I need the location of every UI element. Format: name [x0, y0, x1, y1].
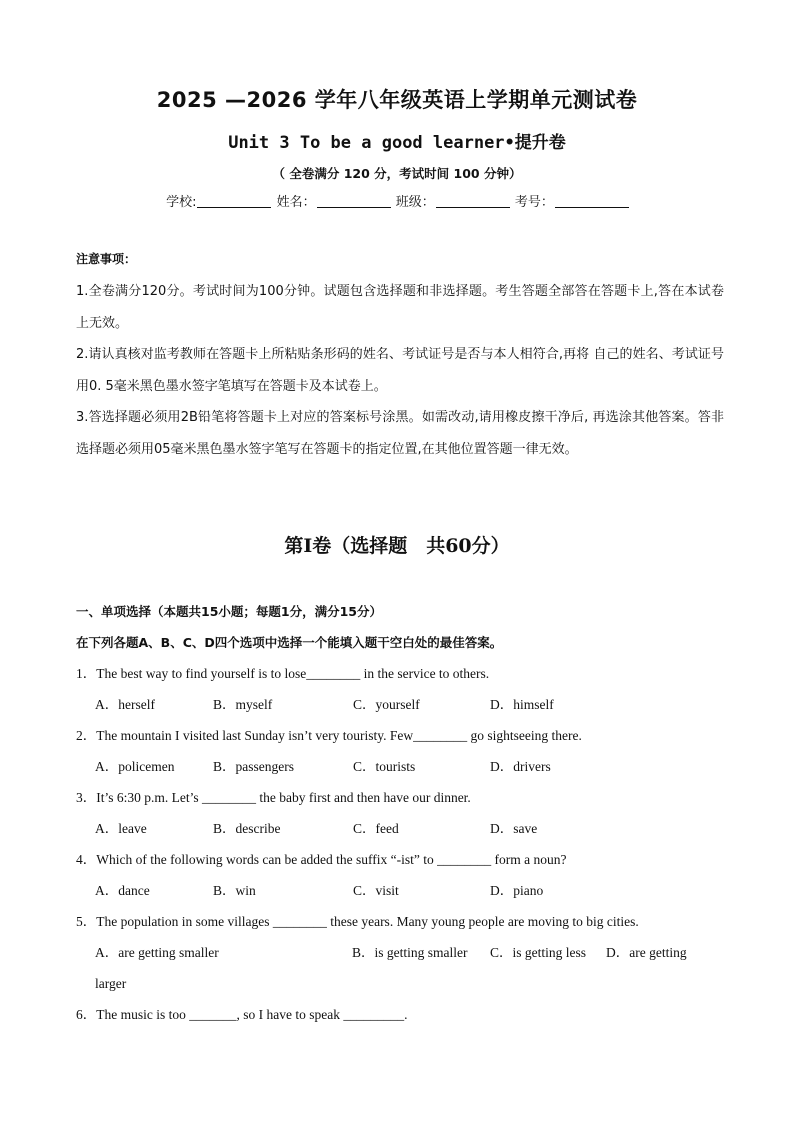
note-item: 2.请认真核对监考教师在答题卡上所粘贴条形码的姓名、考试证号是否与本人相符合,再将 自己的姓名、考试证号用0. 5毫米黑色墨水签字笔填写在答题卡及本试卷上。 [76, 347, 724, 394]
option-d[interactable]: D．drivers [490, 759, 551, 774]
option-d-continuation[interactable]: larger [95, 976, 127, 991]
option-b[interactable]: B．passengers [213, 759, 294, 774]
number-label: 考号： [514, 195, 554, 210]
exam-meta: （ 全卷满分 120 分，考试时间 100 分钟） [272, 166, 522, 181]
notes-heading: 注意事项： [76, 252, 137, 266]
section-instruction: 在下列各题A、B、C、D四个选项中选择一个能填入题干空白处的最佳答案。 [76, 635, 503, 650]
question-stem: 4．Which of the following words can be added the suffix “-ist” to ________ form a noun? [76, 852, 567, 867]
number-blank[interactable] [555, 195, 629, 208]
question-stem: 3．It’s 6:30 p.m. Let’s ________ the baby first and then have our dinner. [76, 790, 471, 805]
section-heading: 一、单项选择（本题共15小题；每题1分，满分15分） [76, 604, 382, 619]
question-stem: 6．The music is too _______, so I have to speak _________. [76, 1007, 408, 1022]
question-stem: 5．The population in some villages ________ these years. Many young people are moving to big cities. [76, 914, 639, 929]
class-blank[interactable] [436, 195, 510, 208]
question-list [76, 662, 724, 1034]
option-c[interactable]: C．tourists [353, 759, 416, 774]
option-row [76, 693, 724, 724]
option-d[interactable]: D．piano [490, 883, 544, 898]
option-a[interactable]: A．leave [95, 821, 147, 836]
part-title: 第Ⅰ卷（选择题 共60分） [284, 535, 510, 557]
option-d[interactable]: D．himself [490, 697, 554, 712]
option-c[interactable]: C．is getting less [490, 945, 587, 960]
class-label: 班级： [395, 195, 435, 210]
option-a[interactable]: A．are getting smaller [95, 945, 219, 960]
option-row [76, 879, 724, 910]
option-b[interactable]: B．is getting smaller [352, 945, 468, 960]
exam-title: 2025 —2026 学年八年级英语上学期单元测试卷 [156, 88, 638, 112]
option-b[interactable]: B．win [213, 883, 256, 898]
exam-subtitle: Unit 3 To be a good learner•提升卷 [228, 133, 566, 153]
student-info-row [0, 191, 794, 210]
name-blank[interactable] [317, 195, 391, 208]
name-label: 姓名： [276, 195, 316, 210]
school-blank[interactable] [197, 195, 271, 208]
note-item: 3.答选择题必须用2B铅笔将答题卡上对应的答案标号涂黑。如需改动,请用橡皮擦干净后, 再选涂其他答案。答非选择题必须用05毫米黑色墨水签字笔写在答题卡的指定位置,在其他位置答题一律无效。 [76, 410, 724, 457]
note-item: 1.全卷满分120分。考试时间为100分钟。试题包含选择题和非选择题。考生答题全部答在答题卡上,答在本试卷上无效。 [76, 284, 724, 331]
option-a[interactable]: A．dance [95, 883, 150, 898]
option-b[interactable]: B．myself [213, 697, 273, 712]
option-c[interactable]: C．feed [353, 821, 399, 836]
notes-list [76, 276, 724, 465]
question-stem: 1．The best way to find yourself is to lose________ in the service to others. [76, 666, 490, 681]
option-d[interactable]: D．are getting [606, 945, 687, 960]
option-c[interactable]: C．yourself [353, 697, 420, 712]
option-row [76, 941, 724, 1003]
option-row [76, 817, 724, 848]
question-stem: 2．The mountain I visited last Sunday isn’t very touristy. Few________ go sightseeing there. [76, 728, 582, 743]
option-a[interactable]: A．policemen [95, 759, 175, 774]
school-label: 学校: [166, 195, 197, 210]
option-row [76, 755, 724, 786]
option-c[interactable]: C．visit [353, 883, 399, 898]
option-a[interactable]: A．herself [95, 697, 155, 712]
option-b[interactable]: B．describe [213, 821, 281, 836]
option-d[interactable]: D．save [490, 821, 538, 836]
